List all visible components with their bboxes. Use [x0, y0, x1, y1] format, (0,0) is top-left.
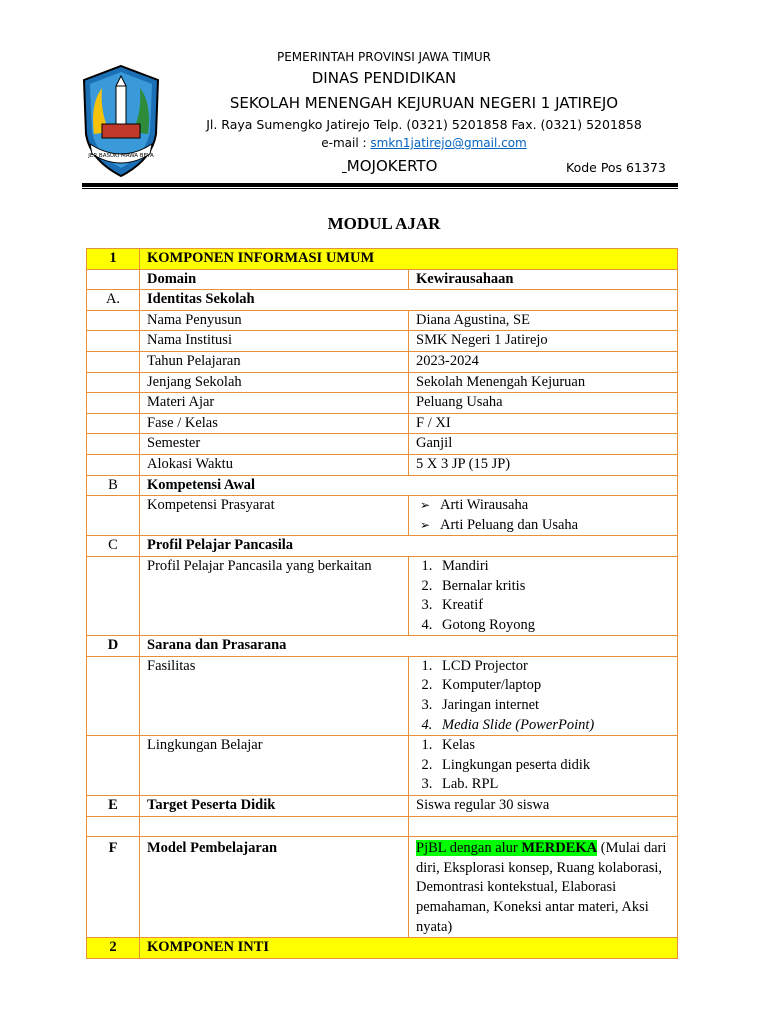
row-label: Materi Ajar	[140, 393, 409, 414]
table-row	[87, 372, 678, 393]
subsection-a-header	[87, 290, 678, 311]
subsection-letter: F	[87, 837, 140, 938]
row-label: Nama Institusi	[140, 331, 409, 352]
section-2-header	[87, 938, 678, 959]
list-item: 4. Media Slide (PowerPoint)	[436, 716, 670, 736]
logo-motto: JER BASUKI MAWA BEYA	[88, 153, 154, 159]
subsection-letter: E	[87, 796, 140, 817]
row-value: Sekolah Menengah Kejuruan	[409, 372, 678, 393]
subsection-letter: D	[87, 636, 140, 657]
row-label: Lingkungan Belajar	[140, 736, 409, 796]
table-row	[87, 413, 678, 434]
row-value: 2023-2024	[409, 351, 678, 372]
subsection-title: Profil Pelajar Pancasila	[140, 536, 678, 557]
school-name: SEKOLAH MENENGAH KEJURUAN NEGERI 1 JATIREJO	[229, 94, 619, 112]
row-label: Profil Pelajar Pancasila yang berkaitan	[140, 556, 409, 635]
school-email	[40, 136, 768, 150]
module-table	[86, 248, 678, 959]
table-row	[87, 736, 678, 796]
row-value: Diana Agustina, SE	[409, 310, 678, 331]
table-row	[87, 351, 678, 372]
list-item: 1. Kelas	[436, 736, 670, 756]
list-item: ➢ Arti Wirausaha	[420, 496, 670, 516]
domain-row	[87, 269, 678, 290]
government-name: PEMERINTAH PROVINSI JAWA TIMUR	[276, 50, 491, 64]
row-value: 5 X 3 JP (15 JP)	[409, 454, 678, 475]
row-value: SMK Negeri 1 Jatirejo	[409, 331, 678, 352]
list-item: 2. Komputer/laptop	[436, 676, 670, 696]
city-name: MOJOKERTO	[346, 157, 438, 175]
list-item: 3. Jaringan internet	[436, 696, 670, 716]
subsection-letter: C	[87, 536, 140, 557]
subsection-letter: B	[87, 475, 140, 496]
section-1-header	[87, 249, 678, 270]
section-number: 1	[87, 249, 140, 270]
highlighted-model: PjBL dengan alur	[416, 840, 522, 857]
row-value: Ganjil	[409, 434, 678, 455]
email-label: e-mail :	[321, 136, 371, 150]
section-title: KOMPONEN INFORMASI UMUM	[140, 249, 678, 270]
environment-list	[416, 736, 670, 795]
subsection-title: Identitas Sekolah	[140, 290, 678, 311]
section-number: 2	[87, 938, 140, 959]
table-row	[87, 310, 678, 331]
subsection-b-header	[87, 475, 678, 496]
subsection-letter: A.	[87, 290, 140, 311]
table-row	[87, 656, 678, 735]
list-item: 3. Kreatif	[436, 596, 670, 616]
email-link[interactable]: smkn1jatirejo@gmail.com	[370, 136, 527, 150]
subsection-c-header	[87, 536, 678, 557]
list-item: 4. Gotong Royong	[436, 616, 670, 636]
header-divider-thick	[82, 183, 678, 187]
subsection-title: Sarana dan Prasarana	[140, 636, 678, 657]
table-row	[87, 393, 678, 414]
list-item: 3. Lab. RPL	[436, 775, 670, 795]
row-label: Alokasi Waktu	[140, 454, 409, 475]
list-item: 2. Lingkungan peserta didik	[436, 756, 670, 776]
list-item: 1. LCD Projector	[436, 657, 670, 677]
row-label: Fase / Kelas	[140, 413, 409, 434]
table-row	[87, 434, 678, 455]
facility-list	[416, 657, 670, 735]
subsection-e-row	[87, 796, 678, 817]
subsection-title: Kompetensi Awal	[140, 475, 678, 496]
empty-row	[87, 816, 678, 837]
row-value: Peluang Usaha	[409, 393, 678, 414]
section-title: KOMPONEN INTI	[140, 938, 678, 959]
list-item: 2. Bernalar kritis	[436, 577, 670, 597]
row-value: F / XI	[409, 413, 678, 434]
table-row	[87, 556, 678, 635]
table-row	[87, 496, 678, 536]
subsection-title: Model Pembelajaran	[140, 837, 409, 938]
row-label: Semester	[140, 434, 409, 455]
prerequisite-list	[416, 496, 670, 535]
document-title: MODUL AJAR	[327, 214, 441, 233]
list-item: 1. Mandiri	[436, 557, 670, 577]
subsection-d-header	[87, 636, 678, 657]
list-item: ➢ Arti Peluang dan Usaha	[420, 516, 670, 536]
model-description: (Mulai dari diri, Eksplorasi konsep, Ruang kolaborasi, Demontrasi kontekstual, Elaborasi pemahaman, Koneksi antar materi, Aksi nyata)	[416, 840, 667, 935]
letterhead	[0, 0, 768, 195]
school-address: Jl. Raya Sumengko Jatirejo Telp. (0321) 5201858 Fax. (0321) 5201858	[206, 117, 642, 132]
subsection-title: Target Peserta Didik	[140, 796, 409, 817]
row-label: Fasilitas	[140, 656, 409, 735]
postal-code: Kode Pos 61373	[566, 160, 666, 175]
row-value: Siswa regular 30 siswa	[409, 796, 678, 817]
agency-name: DINAS PENDIDIKAN	[311, 69, 457, 87]
table-row	[87, 331, 678, 352]
domain-label: Domain	[140, 269, 409, 290]
row-label: Nama Penyusun	[140, 310, 409, 331]
learning-model-text	[409, 837, 678, 938]
subsection-f-row	[87, 837, 678, 938]
domain-value: Kewirausahaan	[409, 269, 678, 290]
school-city	[342, 157, 437, 175]
row-label: Tahun Pelajaran	[140, 351, 409, 372]
profile-list	[416, 557, 670, 635]
table-row	[87, 454, 678, 475]
row-label: Jenjang Sekolah	[140, 372, 409, 393]
row-label: Kompetensi Prasyarat	[140, 496, 409, 536]
highlighted-merdeka: MERDEKA	[521, 840, 598, 857]
header-divider-thin	[82, 188, 678, 189]
